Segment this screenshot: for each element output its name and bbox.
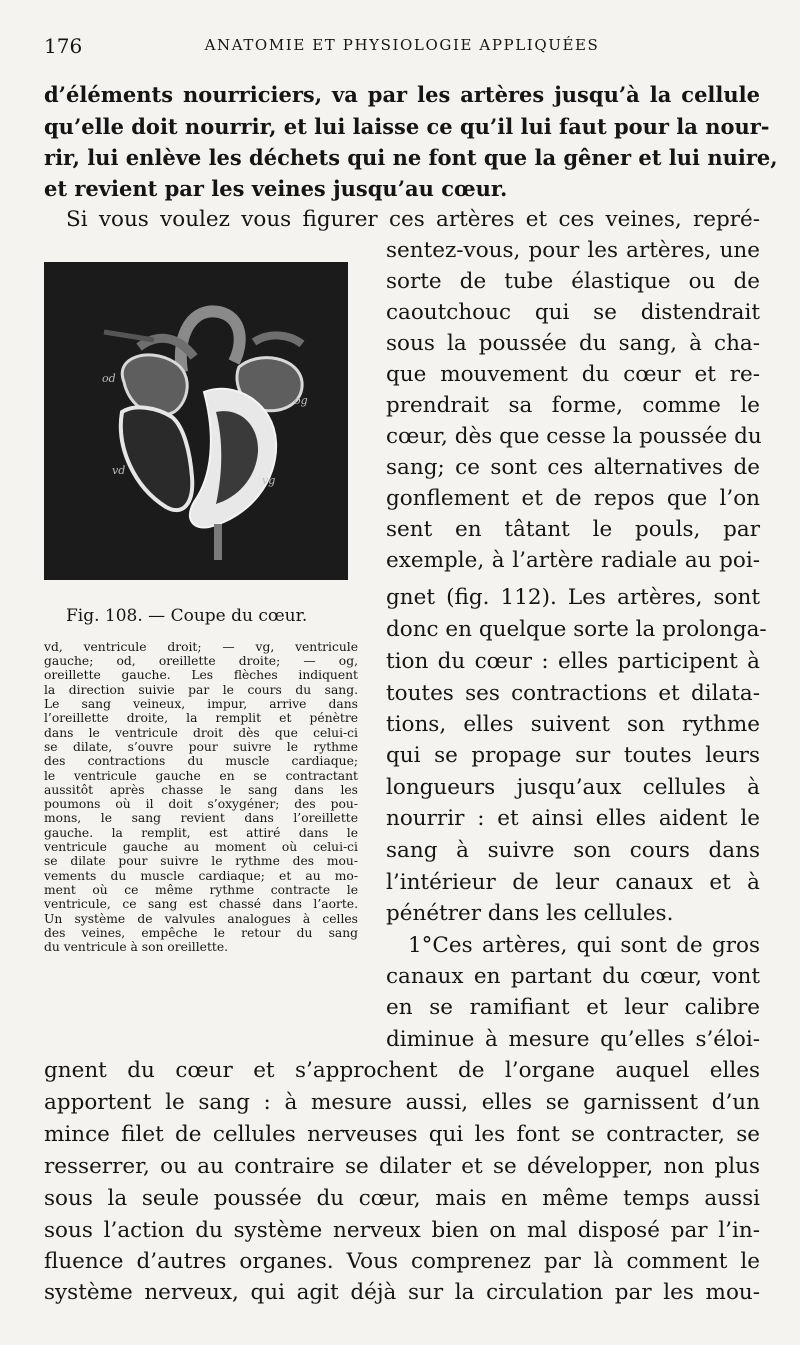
column-line: tions, elles suivent son rythme <box>386 712 760 737</box>
caption-line: ventricule gauche au moment où celui-ci <box>44 840 358 854</box>
caption-line: gauche; od, oreillette droite; — og, <box>44 654 358 668</box>
column-line: tion du cœur : elles participent à <box>386 649 760 674</box>
column-line: donc en quelque sorte la prolonga- <box>386 617 767 642</box>
caption-line: aussitôt après chasse le sang dans les <box>44 783 358 797</box>
column-line: sang à suivre son cours dans <box>386 838 760 863</box>
caption-line: se dilate pour suivre le rythme des mou- <box>44 854 358 868</box>
column-line: sentez-vous, pour les artères, une <box>386 238 760 263</box>
text-line: sous la seule poussée du cœur, mais en même temps aussi <box>44 1186 760 1211</box>
page-number: 176 <box>44 34 83 58</box>
caption-line: Le sang veineux, impur, arrive dans <box>44 697 358 711</box>
caption-line: l’oreillette droite, la remplit et pénètre <box>44 711 358 725</box>
text-line: qu’elle doit nourrir, et lui laisse ce qu’il lui faut pour la nour- <box>44 114 770 139</box>
text-line: resserrer, ou au contraire se dilater et se développer, non plus <box>44 1154 760 1179</box>
column-line: toutes ses contractions et dilata- <box>386 681 760 706</box>
caption-line: la direction suivie par le cours du sang. <box>44 683 358 697</box>
caption-line: du ventricule à son oreillette. <box>44 940 229 954</box>
column-line: qui se propage sur toutes leurs <box>386 743 760 768</box>
heart-illustration <box>44 262 348 580</box>
caption-line: vd, ventricule droit; — vg, ventricule <box>44 640 358 654</box>
column-line: sang; ce sont ces alternatives de <box>386 455 760 480</box>
column-line: nourrir : et ainsi elles aident le <box>386 806 760 831</box>
caption-line: ment où ce même rythme contracte le <box>44 883 358 897</box>
text-line: mince filet de cellules nerveuses qui les font se contracter, se <box>44 1122 760 1147</box>
column-line: exemple, à l’artère radiale au poi- <box>386 548 760 573</box>
column-line: sorte de tube élastique ou de <box>386 269 760 294</box>
caption-line: dans le ventricule droit dès que celui-ci <box>44 726 358 740</box>
caption-line: le ventricule gauche en se contractant <box>44 769 358 783</box>
caption-line: des veines, empêche le retour du sang <box>44 926 358 940</box>
text-line: sous l’action du système nerveux bien on mal disposé par l’in- <box>44 1218 760 1243</box>
caption-line: gauche. la remplit, est attiré dans le <box>44 826 358 840</box>
column-line: caoutchouc qui se distendrait <box>386 300 760 325</box>
caption-line: se dilate, s’ouvre pour suivre le rythme <box>44 740 358 754</box>
caption-line: oreillette gauche. Les flèches indiquent <box>44 668 358 682</box>
text-line: apportent le sang : à mesure aussi, elles se garnissent d’un <box>44 1090 760 1115</box>
label-vd: vd <box>112 464 126 477</box>
running-title: ANATOMIE ET PHYSIOLOGIE APPLIQUÉES <box>204 36 600 54</box>
label-od: od <box>102 372 116 385</box>
caption-line: ventricule, ce sang est chassé dans l’aorte. <box>44 897 358 911</box>
column-line: pénétrer dans les cellules. <box>386 901 674 926</box>
label-og: og <box>294 394 308 407</box>
figure-title: Fig. 108. — Coupe du cœur. <box>66 606 308 626</box>
caption-line: Un système de valvules analogues à celles <box>44 912 358 926</box>
paragraph-start: Si vous voulez vous figurer ces artères et ces veines, repré- <box>66 207 760 232</box>
column-line: 1°Ces artères, qui sont de gros <box>408 933 760 958</box>
text-line: système nerveux, qui agit déjà sur la circulation par les mou- <box>44 1280 760 1305</box>
caption-line: vements du muscle cardiaque; et au mo- <box>44 869 358 883</box>
column-line: longueurs jusqu’aux cellules à <box>386 775 760 800</box>
caption-line: des contractions du muscle cardiaque; <box>44 754 358 768</box>
text-line: d’éléments nourriciers, va par les artères jusqu’à la cellule <box>44 82 760 107</box>
column-line: diminue à mesure qu’elles s’éloi- <box>386 1027 760 1052</box>
text-line: rir, lui enlève les déchets qui ne font que la gêner et lui nuire, <box>44 145 778 170</box>
label-vg: vg <box>262 474 276 487</box>
column-line: en se ramifiant et leur calibre <box>386 995 760 1020</box>
text-line: et revient par les veines jusqu’au cœur. <box>44 176 508 201</box>
heart-section-figure <box>44 262 348 580</box>
column-line: gonflement et de repos que l’on <box>386 486 760 511</box>
column-line: cœur, dès que cesse la poussée du <box>386 424 762 449</box>
text-line: gnent du cœur et s’approchent de l’organe auquel elles <box>44 1058 760 1083</box>
column-line: canaux en partant du cœur, vont <box>386 964 760 989</box>
column-line: l’intérieur de leur canaux et à <box>386 870 760 895</box>
column-line: sent en tâtant le pouls, par <box>386 517 760 542</box>
column-line: que mouvement du cœur et re- <box>386 362 760 387</box>
column-line: sous la poussée du sang, à cha- <box>386 331 760 356</box>
caption-line: poumons où il doit s’oxygéner; des pou- <box>44 797 358 811</box>
page-header <box>44 30 760 60</box>
column-line: gnet (fig. 112). Les artères, sont <box>386 585 760 610</box>
column-line: prendrait sa forme, comme le <box>386 393 760 418</box>
text-line: fluence d’autres organes. Vous comprenez par là comment le <box>44 1249 760 1274</box>
caption-line: mons, le sang revient dans l’oreillette <box>44 811 358 825</box>
